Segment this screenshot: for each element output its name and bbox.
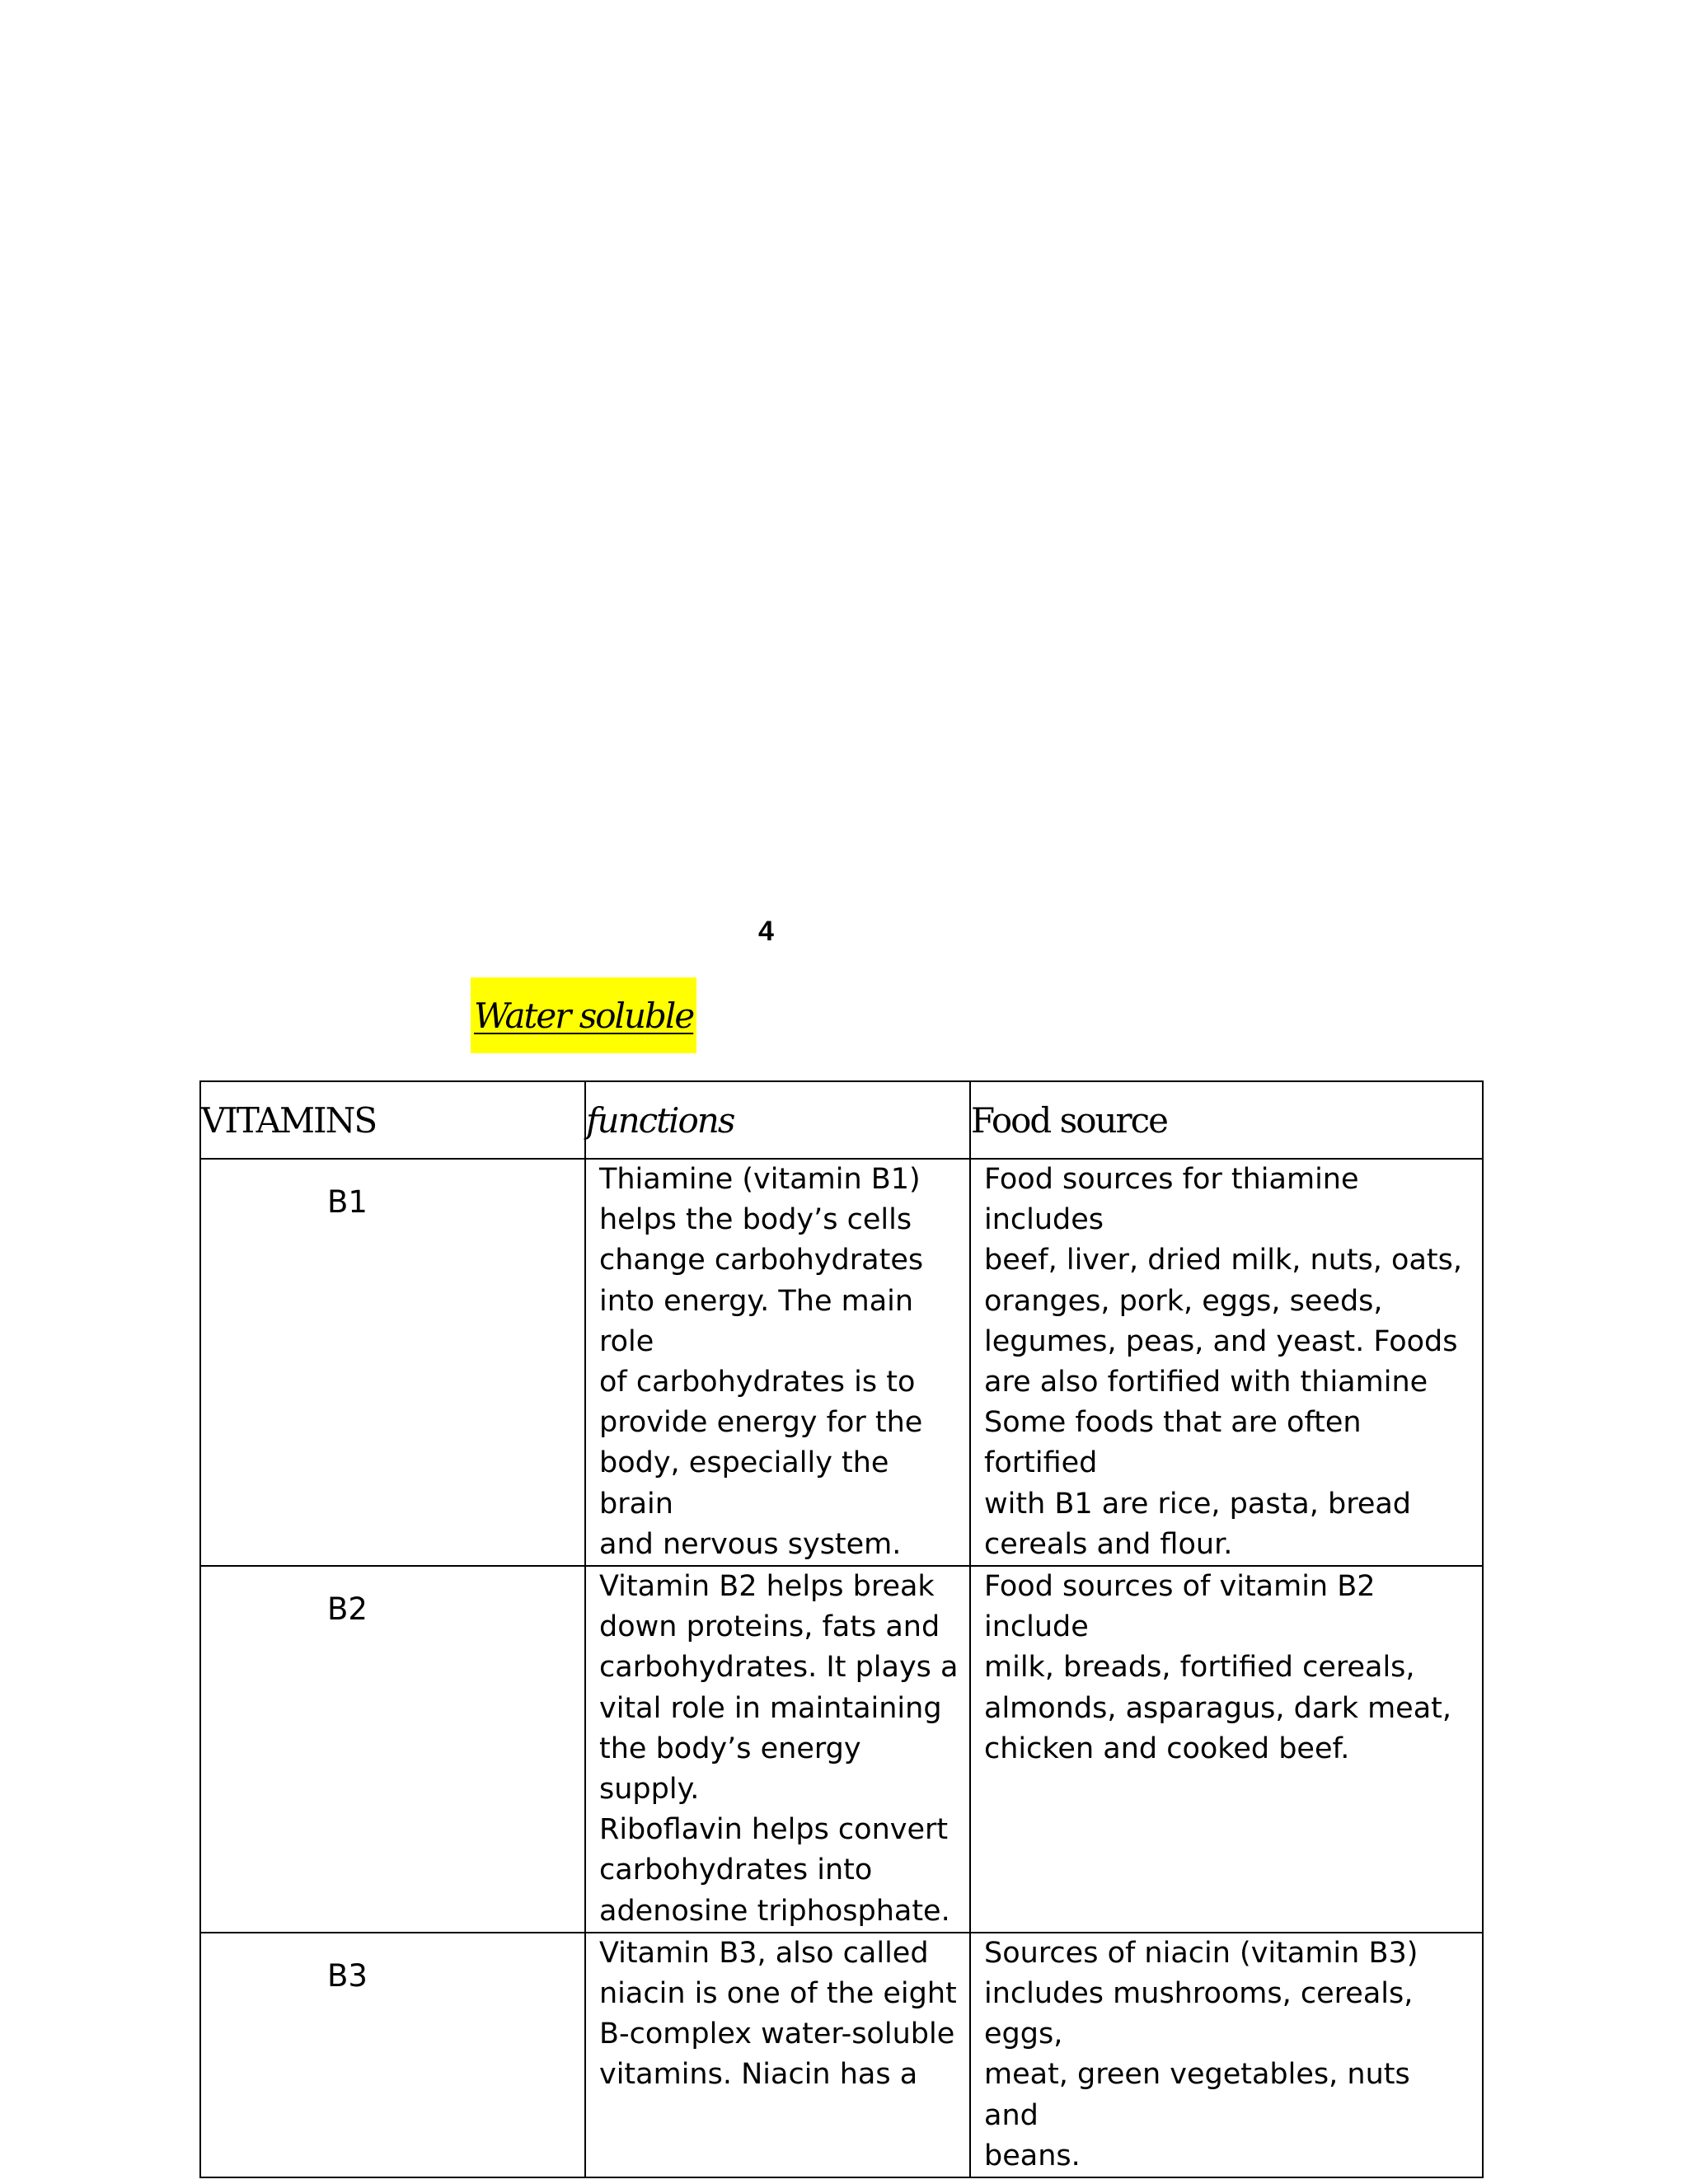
header-vitamins: VITAMINS [200, 1081, 585, 1159]
table-row [200, 1159, 1483, 1566]
food-source-text: Sources of niacin (vitamin B3) includes mushrooms, cereals, eggs, meat, green vegetables, nuts and beans. [984, 1936, 1418, 2172]
functions-text: Vitamin B2 helps break down proteins, fats and carbohydrates. It plays a vital role in maintaining the body’s energy supply. Riboflavin helps convert carbohydrates into adenosine triphosphate. [599, 1570, 959, 1928]
table-row [200, 1933, 1483, 2177]
vitamin-code: B3 [327, 1957, 368, 1994]
section-title-text: Water soluble [474, 995, 694, 1036]
header-functions: functions [585, 1081, 970, 1159]
header-food-source: Food source [970, 1081, 1483, 1159]
functions-text: Thiamine (vitamin B1) helps the body’s cells change carbohydrates into energy. The main role of carbohydrates is to provide energy for the body, especially the brain and nervous system. [599, 1163, 924, 1561]
page-number: 4 [758, 916, 774, 947]
food-source-text: Food sources of vitamin B2 include milk, breads, fortified cereals, almonds, asparagus, dark meat, chicken and cooked beef. [984, 1570, 1452, 1765]
functions-text: Vitamin B3, also called niacin is one of the eight B-complex water-soluble vitamins. Niacin has a [599, 1936, 957, 2092]
functions-cell [585, 1933, 970, 2177]
functions-cell [585, 1159, 970, 1566]
food-source-text: Food sources for thiamine includes beef, liver, dried milk, nuts, oats, oranges, pork, eggs, seeds, legumes, peas, and yeast. Foods are also fortified with thiamine Some foods that are often fortified with B1 are rice, pasta, bread cereals and flour. [984, 1163, 1462, 1561]
food-source-cell [970, 1566, 1483, 1933]
vitamin-cell [200, 1159, 585, 1566]
vitamin-code: B1 [327, 1184, 368, 1220]
food-source-cell [970, 1159, 1483, 1566]
section-title-highlighted [471, 977, 696, 1053]
functions-cell [585, 1566, 970, 1933]
vitamins-table [199, 1080, 1484, 2178]
table-header-row [200, 1081, 1483, 1159]
vitamin-cell [200, 1566, 585, 1933]
food-source-cell [970, 1933, 1483, 2177]
table-row [200, 1566, 1483, 1933]
vitamin-code: B2 [327, 1591, 368, 1628]
vitamin-cell [200, 1933, 585, 2177]
